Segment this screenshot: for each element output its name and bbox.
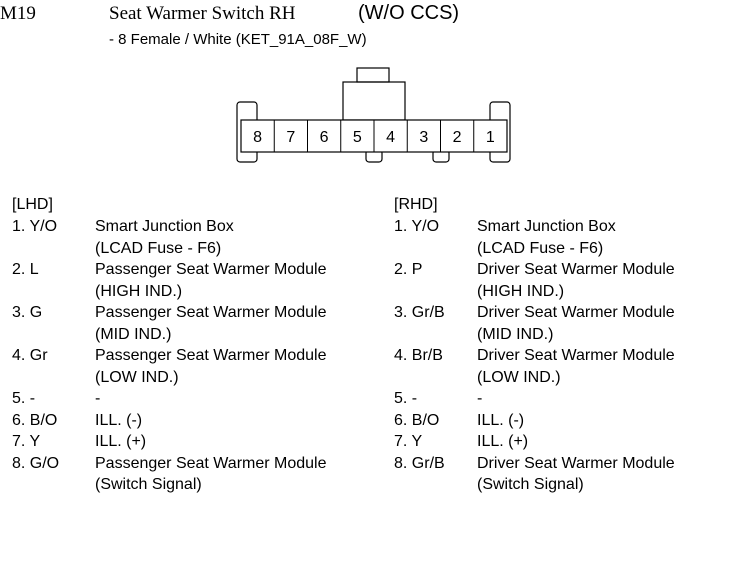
pin-row bbox=[12, 345, 327, 388]
pin-number: 6. B/O bbox=[12, 411, 58, 429]
pin-description-line: ILL. (-) bbox=[477, 411, 525, 429]
pin-description bbox=[477, 410, 524, 432]
connector-lock-housing bbox=[343, 82, 405, 120]
pin-row bbox=[394, 216, 675, 259]
pin-row bbox=[394, 410, 675, 432]
pin-description-line: Driver Seat Warmer Module bbox=[477, 454, 675, 472]
pin-description bbox=[95, 388, 100, 410]
pin-description bbox=[95, 216, 234, 259]
connector-pin-number: 6 bbox=[319, 129, 329, 146]
pin-description-line: - bbox=[95, 390, 101, 407]
pin-description bbox=[477, 345, 675, 388]
pin-row bbox=[12, 216, 327, 259]
pin-number: 1. Y/O bbox=[12, 218, 58, 235]
pin-description-line: Smart Junction Box bbox=[95, 218, 234, 235]
pin-row bbox=[394, 431, 675, 453]
rhd-pin-table bbox=[394, 194, 675, 496]
pin-number: 3. Gr/B bbox=[394, 304, 445, 321]
pin-description-line: (LCAD Fuse - F6) bbox=[477, 239, 604, 257]
pin-row bbox=[12, 453, 327, 496]
pin-row bbox=[12, 410, 327, 432]
pin-number: 5. - bbox=[12, 390, 36, 407]
pin-row bbox=[12, 431, 327, 453]
connector-pin-number: 4 bbox=[386, 129, 396, 146]
pin-description-line: ILL. (-) bbox=[95, 411, 143, 429]
pin-description bbox=[95, 302, 327, 345]
connector-pin-number: 3 bbox=[419, 129, 429, 146]
pin-description bbox=[477, 453, 675, 496]
pin-row bbox=[12, 259, 327, 302]
pin-description-line: (MID IND.) bbox=[95, 325, 172, 343]
pin-description-line: (HIGH IND.) bbox=[95, 282, 183, 300]
pin-number: 7. Y bbox=[394, 433, 423, 450]
pin-number: 7. Y bbox=[12, 433, 41, 450]
lhd-pin-list bbox=[12, 216, 327, 496]
pin-description-line: Passenger Seat Warmer Module bbox=[95, 304, 327, 321]
connector-subtitle: - 8 Female / White (KET_91A_08F_W) bbox=[109, 31, 367, 48]
pin-description bbox=[95, 410, 142, 432]
pin-description-line: (LOW IND.) bbox=[95, 368, 179, 386]
pin-row bbox=[394, 388, 675, 410]
pin-row bbox=[394, 453, 675, 496]
connector-pin-number: 5 bbox=[352, 129, 362, 146]
pin-number: 4. Br/B bbox=[394, 347, 443, 364]
connector-pin-number: 2 bbox=[452, 129, 462, 146]
lhd-pin-table bbox=[12, 194, 327, 496]
pin-number: 4. Gr bbox=[12, 347, 48, 364]
pin-row bbox=[394, 259, 675, 302]
pin-number: 3. G bbox=[12, 304, 43, 321]
lhd-label: [LHD] bbox=[12, 196, 53, 213]
pin-description-line: Driver Seat Warmer Module bbox=[477, 261, 675, 278]
connector-variant: (W/O CCS) bbox=[358, 2, 460, 24]
pin-number: 1. Y/O bbox=[394, 218, 440, 235]
pin-description-line: (HIGH IND.) bbox=[477, 282, 565, 300]
pin-number: 8. Gr/B bbox=[394, 454, 445, 472]
pin-description bbox=[95, 431, 146, 453]
pin-description bbox=[477, 216, 616, 259]
connector-pin-number: 1 bbox=[485, 129, 495, 146]
pin-description-line: Passenger Seat Warmer Module bbox=[95, 454, 327, 472]
pin-description-line: Driver Seat Warmer Module bbox=[477, 304, 675, 321]
connector-diagram bbox=[0, 0, 746, 200]
pin-description bbox=[95, 345, 327, 388]
connector-title: Seat Warmer Switch RH bbox=[109, 3, 296, 24]
pin-row bbox=[12, 388, 327, 410]
pin-number: 2. L bbox=[12, 261, 39, 278]
connector-pin-number: 7 bbox=[286, 129, 296, 146]
pin-number: 5. - bbox=[394, 390, 418, 407]
pin-description-line: (Switch Signal) bbox=[95, 476, 202, 493]
pin-description bbox=[95, 453, 327, 496]
pin-description-line: Driver Seat Warmer Module bbox=[477, 347, 675, 364]
pin-number: 2. P bbox=[394, 261, 423, 278]
pin-description bbox=[477, 388, 482, 410]
pin-description-line: (LCAD Fuse - F6) bbox=[95, 239, 222, 257]
pin-number: 6. B/O bbox=[394, 411, 440, 429]
pin-row bbox=[12, 302, 327, 345]
pin-description-line: (Switch Signal) bbox=[477, 476, 584, 493]
pin-row bbox=[394, 302, 675, 345]
connector-id: M19 bbox=[0, 3, 36, 24]
pin-description-line: ILL. (+) bbox=[95, 433, 147, 450]
pin-description-line: - bbox=[477, 390, 483, 407]
pin-description bbox=[477, 259, 675, 302]
pin-description-line: ILL. (+) bbox=[477, 433, 529, 450]
pin-number: 8. G/O bbox=[12, 454, 60, 472]
pin-description-line: Passenger Seat Warmer Module bbox=[95, 261, 327, 278]
connector-pin-number: 8 bbox=[253, 129, 263, 146]
pin-description bbox=[95, 259, 327, 302]
pin-description bbox=[477, 431, 528, 453]
connector-latch bbox=[357, 68, 389, 82]
pin-row bbox=[394, 345, 675, 388]
pin-description-line: Smart Junction Box bbox=[477, 218, 616, 235]
pin-description bbox=[477, 302, 675, 345]
rhd-pin-list bbox=[394, 216, 675, 496]
pin-description-line: Passenger Seat Warmer Module bbox=[95, 347, 327, 364]
pin-description-line: (LOW IND.) bbox=[477, 368, 561, 386]
rhd-label: [RHD] bbox=[394, 196, 438, 213]
pin-description-line: (MID IND.) bbox=[477, 325, 554, 343]
